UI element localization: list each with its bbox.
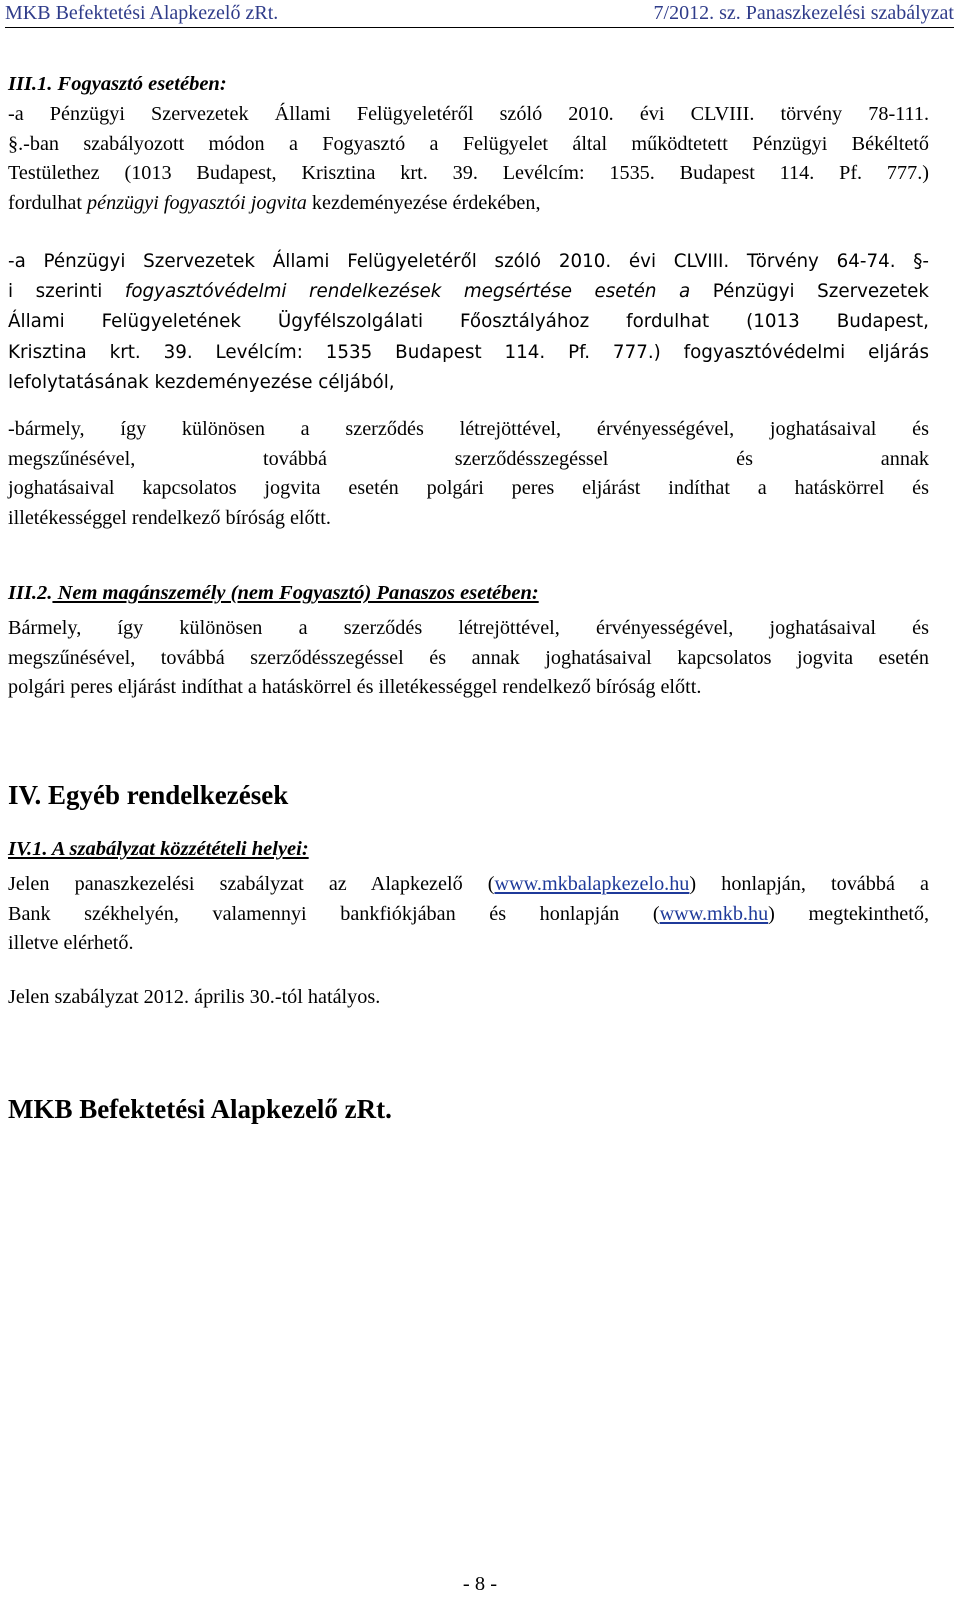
- line: Testülethez (1013 Budapest, Krisztina krt. 39. Levélcím: 1535. Budapest 114. Pf. 777.): [8, 162, 929, 184]
- line: Bank székhelyén, valamennyi bankfiókjában és honlapján (www.mkb.hu) megtekinthető,: [8, 902, 929, 925]
- line: polgári peres eljárást indíthat a hatáskörrel és illetékességgel rendelkező bíróság előtt.: [8, 676, 702, 698]
- section-iii-2-heading: III.2. Nem magánszemély (nem Fogyasztó) Panaszos esetében:: [8, 582, 539, 604]
- header-rule: [5, 27, 954, 28]
- line: Állami Felügyeletének Ügyfélszolgálati Főosztályához fordulhat (1013 Budapest,: [8, 311, 929, 333]
- line: Bármely, így különösen a szerződés létrejöttével, érvényességével, joghatásaival és: [8, 617, 929, 639]
- line: lefolytatásának kezdeményezése céljából,: [8, 371, 395, 393]
- line: megszűnésével, továbbá szerződésszegéssel és annak joghatásaival kapcsolatos jogvita esetén: [8, 646, 929, 669]
- line: fordulhat pénzügyi fogyasztói jogvita kezdeményezése érdekében,: [8, 191, 541, 214]
- non-consumer-paragraph: [8, 614, 929, 703]
- line: §.-ban szabályozott módon a Fogyasztó a Felügyelet által működtetett Pénzügyi Békéltető: [8, 132, 929, 155]
- line: Krisztina krt. 39. Levélcím: 1535 Budapest 114. Pf. 777.) fogyasztóvédelmi eljárás: [8, 341, 929, 363]
- line: joghatásaival kapcsolatos jogvita esetén polgári peres eljárást indíthat a hatáskörrel és: [8, 477, 929, 499]
- section-iii-1-heading: III.1. Fogyasztó esetében:: [8, 73, 227, 95]
- page-number: - 8 -: [462, 1573, 498, 1595]
- line: -bármely, így különösen a szerződés létrejöttével, érvényességével, joghatásaival és: [8, 418, 929, 440]
- line: megszűnésével, továbbá szerződésszegéssel és annak: [8, 447, 929, 470]
- effective-date: Jelen szabályzat 2012. április 30.-tól hatályos.: [8, 986, 381, 1008]
- line: -a Pénzügyi Szervezetek Állami Felügyeletéről szóló 2010. évi CLVIII. Törvény 64-74. §-: [8, 251, 929, 272]
- mkb-link[interactable]: www.mkb.hu: [659, 902, 769, 925]
- header-company: MKB Befektetési Alapkezelő zRt.: [5, 2, 279, 24]
- line: illetve elérhető.: [8, 932, 134, 954]
- line: i szerinti fogyasztóvédelmi rendelkezések megsértése esetén a Pénzügyi Szervezetek: [8, 281, 930, 303]
- consumer-paragraph-1: [8, 100, 929, 218]
- section-iv-1-heading: IV.1. A szabályzat közzétételi helyei:: [8, 838, 309, 860]
- line: Jelen panaszkezelési szabályzat az Alapkezelő (www.mkbalapkezelo.hu) honlapján, továbbá a: [8, 873, 929, 895]
- section-iv-heading: IV. Egyéb rendelkezések: [8, 780, 289, 810]
- consumer-paragraph-3: [8, 415, 929, 533]
- consumer-paragraph-2: [8, 247, 929, 398]
- signature: MKB Befektetési Alapkezelő zRt.: [8, 1094, 392, 1124]
- publication-paragraph: [8, 870, 929, 959]
- line: illetékességgel rendelkező bíróság előtt.: [8, 506, 331, 529]
- header-document-title: 7/2012. sz. Panaszkezelési szabályzat: [653, 2, 954, 24]
- mkbalapkezelo-link[interactable]: www.mkbalapkezelo.hu: [494, 873, 690, 895]
- line: -a Pénzügyi Szervezetek Állami Felügyeletéről szóló 2010. évi CLVIII. törvény 78-111.: [8, 103, 929, 125]
